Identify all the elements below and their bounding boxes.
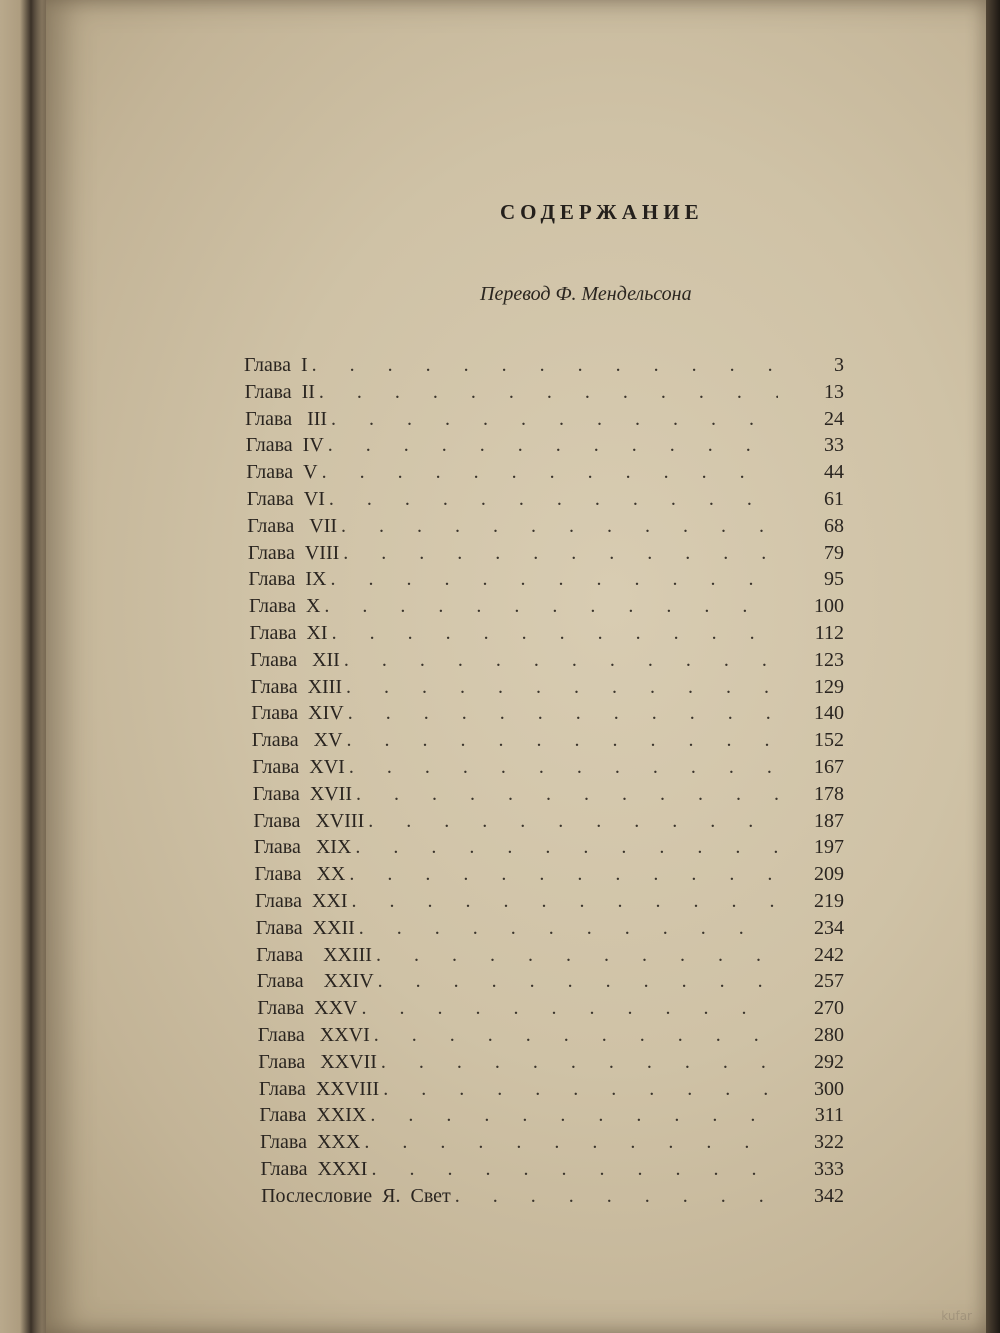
toc-entry-page-number: 292 bbox=[814, 1050, 844, 1073]
toc-entry-leader-dots bbox=[355, 834, 778, 861]
toc-entry-label: Глава XV bbox=[251, 729, 343, 752]
toc-entry-page-number: 178 bbox=[814, 782, 844, 805]
toc-entry-leader-dots bbox=[383, 1076, 778, 1103]
toc-entry-page-number: 129 bbox=[814, 675, 844, 698]
contents-heading: СОДЕРЖАНИЕ bbox=[500, 200, 704, 224]
toc-entry bbox=[248, 566, 844, 593]
toc-entry-label: Глава XXVII bbox=[258, 1050, 377, 1073]
toc-entry-page-number: 234 bbox=[814, 916, 844, 939]
toc-entry-label: Глава XXV bbox=[257, 997, 358, 1020]
toc-entry-leader-dots bbox=[331, 406, 778, 433]
toc-entry-label: Глава XXXI bbox=[260, 1157, 368, 1180]
toc-entry-leader-dots bbox=[359, 915, 778, 942]
toc-entry-label: Глава VI bbox=[246, 487, 325, 510]
toc-entry-page-number: 197 bbox=[814, 836, 844, 859]
toc-entry bbox=[256, 942, 844, 969]
toc-entry-label: Глава XIX bbox=[253, 836, 352, 859]
toc-entry bbox=[251, 700, 844, 727]
toc-entry-label: Глава XXX bbox=[260, 1131, 361, 1154]
toc-entry-page-number: 311 bbox=[814, 1104, 844, 1127]
toc-entry-page-number: 79 bbox=[824, 541, 844, 564]
toc-entry-leader-dots bbox=[381, 1049, 778, 1076]
toc-entry-page-number: 333 bbox=[814, 1157, 844, 1180]
toc-entry-page-number: 33 bbox=[824, 434, 844, 457]
toc-entry-page-number: 3 bbox=[834, 354, 844, 376]
toc-entry-leader-dots bbox=[376, 942, 778, 969]
translator-credit: Перевод Ф. Мендельсона bbox=[480, 283, 692, 305]
toc-entry-leader-dots bbox=[362, 995, 779, 1022]
toc-entry-leader-dots bbox=[319, 379, 778, 406]
toc-entry-leader-dots bbox=[378, 968, 778, 995]
toc-entry-page-number: 44 bbox=[824, 461, 844, 484]
toc-entry bbox=[257, 995, 844, 1022]
toc-entry-label: Глава I bbox=[244, 354, 308, 376]
toc-entry-leader-dots bbox=[312, 352, 778, 379]
toc-entry bbox=[261, 1156, 845, 1183]
toc-entry-label: Глава XII bbox=[250, 648, 340, 671]
toc-entry-label: Глава X bbox=[249, 595, 321, 618]
toc-entry-page-number: 219 bbox=[814, 889, 844, 912]
toc-entry bbox=[246, 432, 844, 459]
toc-entry-leader-dots bbox=[330, 566, 778, 593]
toc-entry-label: Глава XI bbox=[249, 621, 328, 644]
toc-entry bbox=[261, 1183, 844, 1210]
toc-entry-label: Глава XXII bbox=[255, 916, 355, 939]
toc-entry-leader-dots bbox=[368, 808, 778, 835]
toc-entry-label: Глава XXVI bbox=[257, 1023, 370, 1046]
toc-entry-label: Глава XXIX bbox=[259, 1104, 367, 1127]
toc-entry-page-number: 187 bbox=[814, 809, 844, 832]
toc-entry-label: Глава II bbox=[244, 380, 315, 403]
toc-entry-leader-dots bbox=[341, 513, 778, 540]
toc-entry-label: Глава XXIII bbox=[256, 943, 372, 966]
toc-entry-leader-dots bbox=[324, 593, 778, 620]
toc-entry bbox=[249, 593, 844, 620]
toc-entry-page-number: 257 bbox=[814, 970, 844, 993]
toc-entry-label: Глава XXIV bbox=[256, 970, 374, 993]
toc-entry-label: Глава XXI bbox=[255, 889, 348, 912]
toc-entry-page-number: 61 bbox=[824, 487, 844, 510]
toc-entry bbox=[246, 459, 844, 486]
toc-entry-page-number: 270 bbox=[814, 997, 844, 1020]
toc-entry-label: Глава XVII bbox=[252, 782, 352, 805]
toc-entry-page-number: 112 bbox=[814, 621, 844, 644]
toc-entry bbox=[259, 1076, 844, 1103]
toc-entry-page-number: 342 bbox=[814, 1184, 844, 1207]
toc-entry bbox=[253, 781, 844, 808]
toc-entry-label: Глава XVI bbox=[252, 755, 345, 778]
toc-entry bbox=[247, 486, 844, 513]
toc-entry bbox=[252, 754, 844, 781]
table-of-contents bbox=[244, 352, 844, 1210]
toc-entry-label: Глава III bbox=[245, 407, 328, 430]
toc-entry bbox=[259, 1102, 844, 1129]
toc-entry-leader-dots bbox=[322, 459, 778, 486]
toc-entry bbox=[254, 834, 844, 861]
toc-entry-leader-dots bbox=[356, 781, 778, 808]
toc-entry-page-number: 152 bbox=[814, 729, 844, 752]
watermark: kufar bbox=[941, 1309, 972, 1323]
toc-entry-label: Глава IV bbox=[245, 434, 324, 457]
toc-entry bbox=[258, 1022, 844, 1049]
toc-entry-page-number: 167 bbox=[814, 755, 844, 778]
toc-entry-page-number: 140 bbox=[814, 702, 844, 725]
toc-entry-leader-dots bbox=[352, 888, 778, 915]
toc-entry-leader-dots bbox=[332, 620, 778, 647]
toc-entry-page-number: 242 bbox=[814, 943, 844, 966]
toc-entry-page-number: 322 bbox=[814, 1131, 844, 1154]
toc-entry-page-number: 300 bbox=[814, 1077, 844, 1100]
toc-entry-label: Глава VIII bbox=[247, 541, 340, 564]
toc-entry-leader-dots bbox=[364, 1129, 778, 1156]
toc-entry-page-number: 13 bbox=[824, 380, 844, 403]
toc-entry bbox=[245, 379, 844, 406]
toc-entry-label: Глава VII bbox=[247, 514, 338, 537]
toc-entry-page-number: 95 bbox=[824, 568, 844, 591]
toc-entry bbox=[257, 968, 844, 995]
book-binding bbox=[20, 0, 42, 1333]
toc-entry-leader-dots bbox=[455, 1183, 778, 1210]
toc-entry-label: Глава XX bbox=[254, 863, 346, 886]
page-content bbox=[46, 0, 988, 1333]
toc-entry-label: Глава V bbox=[246, 461, 318, 484]
toc-entry bbox=[247, 513, 844, 540]
toc-entry bbox=[251, 674, 844, 701]
toc-entry bbox=[244, 352, 844, 379]
toc-entry-page-number: 280 bbox=[814, 1023, 844, 1046]
toc-entry bbox=[250, 620, 845, 647]
toc-entry-leader-dots bbox=[374, 1022, 778, 1049]
toc-entry-page-number: 24 bbox=[824, 407, 844, 430]
toc-entry-leader-dots bbox=[347, 727, 778, 754]
toc-entry-leader-dots bbox=[344, 647, 778, 674]
toc-entry bbox=[260, 1129, 844, 1156]
toc-entry-page-number: 123 bbox=[814, 648, 844, 671]
toc-entry bbox=[258, 1049, 844, 1076]
toc-entry-leader-dots bbox=[346, 674, 778, 701]
toc-entry bbox=[253, 808, 844, 835]
toc-entry bbox=[256, 915, 844, 942]
toc-entry-label: Глава XVIII bbox=[253, 809, 365, 832]
background-edge bbox=[986, 0, 1000, 1333]
toc-entry-leader-dots bbox=[348, 700, 778, 727]
toc-entry-page-number: 209 bbox=[814, 863, 844, 886]
toc-entry-leader-dots bbox=[370, 1102, 778, 1129]
toc-entry-page-number: 68 bbox=[824, 514, 844, 537]
toc-entry-label: Глава XIII bbox=[250, 675, 342, 698]
toc-entry bbox=[255, 888, 844, 915]
toc-entry-label: Глава XXVIII bbox=[258, 1077, 380, 1100]
toc-entry-leader-dots bbox=[329, 486, 778, 513]
toc-entry bbox=[248, 540, 844, 567]
toc-entry-label: Глава IX bbox=[248, 568, 327, 591]
toc-entry-leader-dots bbox=[349, 861, 778, 888]
toc-entry-label: Глава XIV bbox=[251, 702, 344, 725]
toc-entry-leader-dots bbox=[343, 540, 778, 567]
toc-entry bbox=[255, 861, 845, 888]
contents-page bbox=[46, 0, 988, 1333]
toc-entry-label: Послесловие Я. Свет bbox=[261, 1184, 451, 1207]
toc-entry bbox=[250, 647, 844, 674]
toc-entry-leader-dots bbox=[328, 432, 778, 459]
toc-entry bbox=[245, 406, 844, 433]
toc-entry-leader-dots bbox=[349, 754, 778, 781]
toc-entry bbox=[252, 727, 844, 754]
toc-entry-leader-dots bbox=[371, 1156, 778, 1183]
toc-entry-page-number: 100 bbox=[814, 595, 844, 618]
